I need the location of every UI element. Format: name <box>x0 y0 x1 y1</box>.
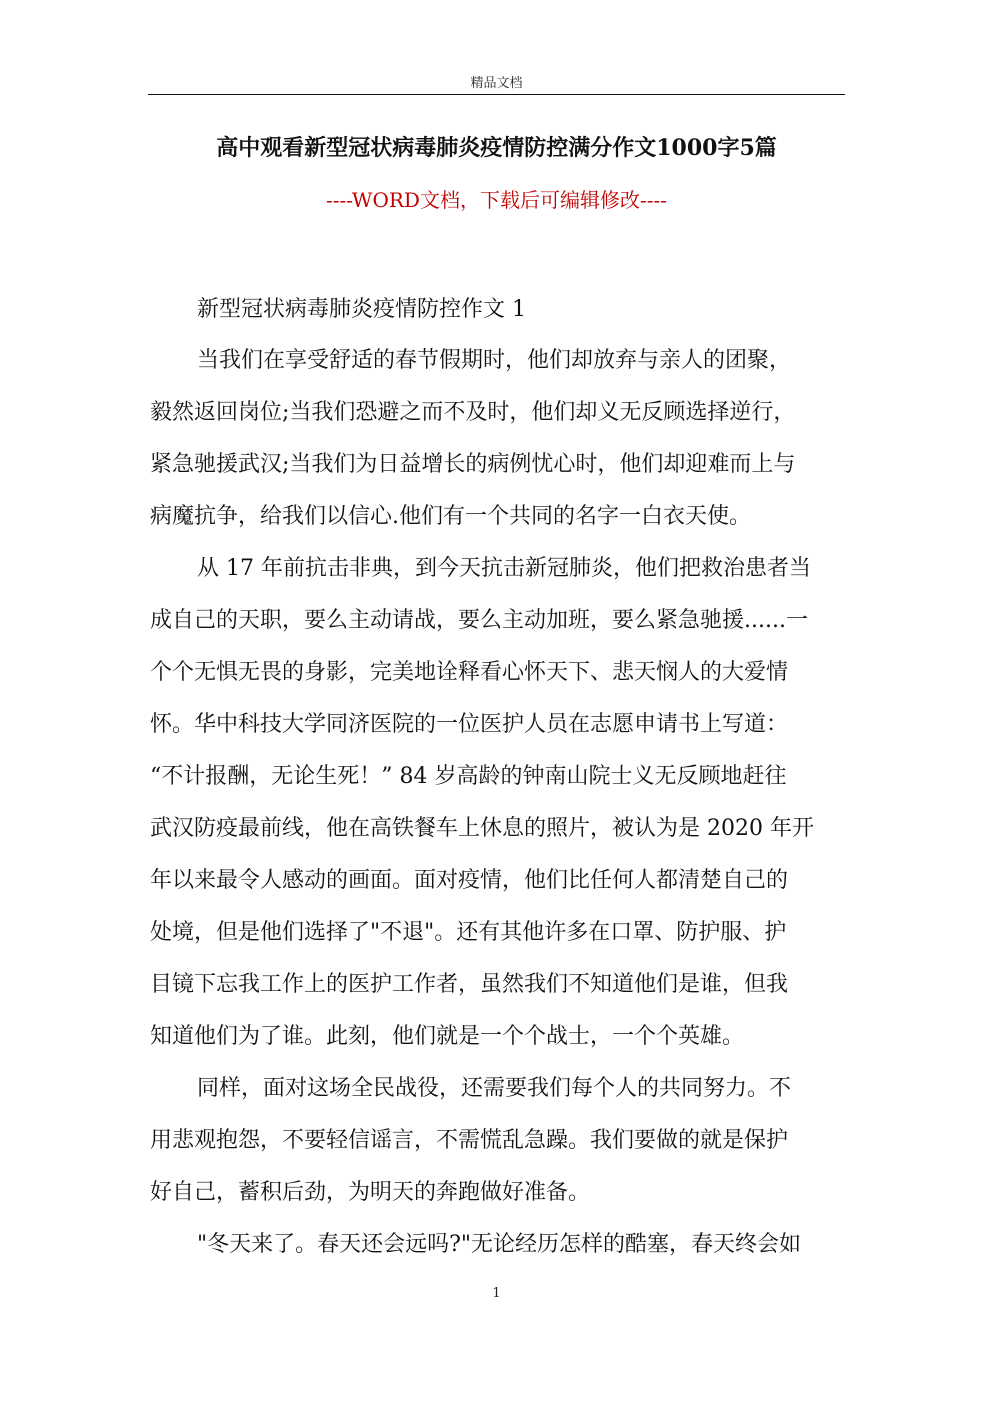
document-title: 高中观看新型冠状病毒肺炎疫情防控满分作文1000字5篇 <box>216 135 777 161</box>
body-line: 个个无惧无畏的身影，完美地诠释看心怀天下、悲天悯人的大爱情 <box>150 660 789 685</box>
body-line: 好自己，蓄积后劲，为明天的奔跑做好准备。 <box>150 1180 591 1205</box>
body-line: 目镜下忘我工作上的医护工作者，虽然我们不知道他们是谁，但我 <box>150 972 789 997</box>
body-line: 当我们在享受舒适的春节假期时，他们却放弃与亲人的团聚， <box>197 348 792 373</box>
header-rule <box>148 94 845 95</box>
body-line: 成自己的天职，要么主动请战，要么主动加班，要么紧急驰援......一 <box>150 608 808 633</box>
body-line: “不计报酬，无论生死！” 84 岁高龄的钟南山院士义无反顾地赶往 <box>150 764 787 789</box>
body-line: 新型冠状病毒肺炎疫情防控作文 1 <box>197 297 526 322</box>
body-line: 用悲观抱怨，不要轻信谣言，不需慌乱急躁。我们要做的就是保护 <box>150 1128 789 1153</box>
body-line: 从 17 年前抗击非典，到今天抗击新冠肺炎，他们把救治患者当 <box>197 556 811 581</box>
body-line: 处境，但是他们选择了"不退"。还有其他许多在口罩、防护服、护 <box>150 920 787 945</box>
body-line: 年以来最令人感动的画面。面对疫情，他们比任何人都清楚自己的 <box>150 868 789 893</box>
body-line: 知道他们为了谁。此刻，他们就是一个个战士，一个个英雄。 <box>150 1024 745 1049</box>
header-label: 精品文档 <box>470 76 523 91</box>
body-line: "冬天来了。春天还会远吗?"无论经历怎样的酷塞，春天终会如 <box>197 1232 802 1257</box>
body-line: 病魔抗争，给我们以信心.他们有一个共同的名字一白衣天使。 <box>150 504 751 529</box>
body-line: 怀。华中科技大学同济医院的一位医护人员在志愿申请书上写道： <box>150 712 789 737</box>
page-number: 1 <box>492 1286 501 1301</box>
body-line: 紧急驰援武汉;当我们为日益增长的病例忧心时，他们却迎难而上与 <box>150 452 796 477</box>
document-subtitle: ----WORD文档，下载后可编辑修改---- <box>325 188 667 212</box>
body-line: 武汉防疫最前线，他在高铁餐车上休息的照片，被认为是 2020 年开 <box>150 816 814 841</box>
body-line: 毅然返回岗位;当我们恐避之而不及时，他们却义无反顾选择逆行， <box>150 400 796 425</box>
body-line: 同样，面对这场全民战役，还需要我们每个人的共同努力。不 <box>197 1076 792 1101</box>
